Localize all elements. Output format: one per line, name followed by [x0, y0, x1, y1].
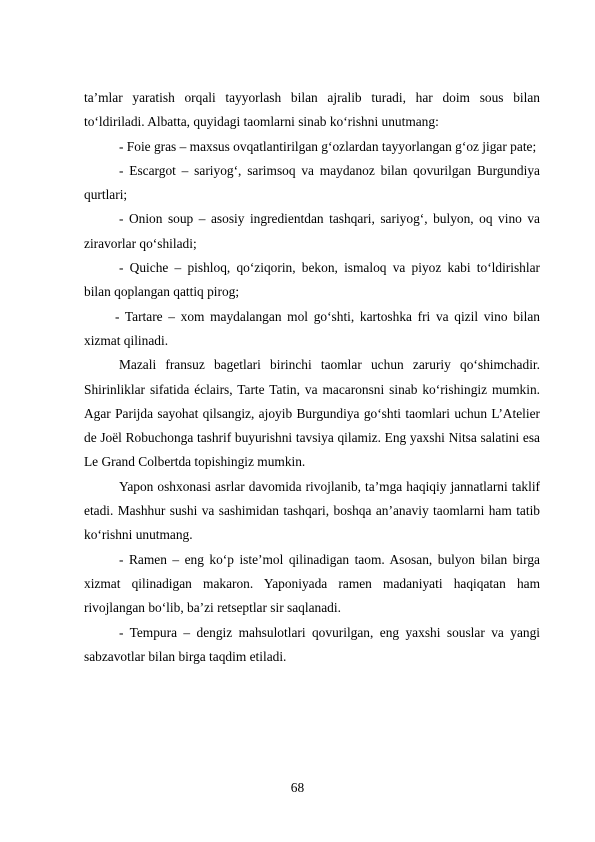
list-item-quiche: - Quiche – pishloq, qo‘ziqorin, bekon, ismaloq va piyoz kabi to‘ldirishlar bilan qoplangan qattiq pirog;: [84, 260, 540, 300]
list-item-onion-soup: - Onion soup – asosiy ingredientdan tashqari, sariyog‘, bulyon, oq vino va ziravorlar qo‘shiladi;: [84, 211, 540, 251]
page-number: 68: [290, 780, 305, 795]
paragraph-japanese-cuisine: Yapon oshxonasi asrlar davomida rivojlanib, ta’mga haqiqiy jannatlarni taklif etadi. Mashhur sushi va sashimidan tashqari, boshqa an’anaviy taomlarni ham tatib ko‘rishni unutmang.: [84, 478, 540, 543]
list-item-tempura: - Tempura – dengiz mahsulotlari qovurilgan, eng yaxshi souslar va yangi sabzavotlar bilan birga taqdim etiladi.: [84, 624, 540, 664]
paragraph-intro: ta’mlar yaratish orqali tayyorlash bilan ajralib turadi, har doim sous bilan to‘ldiriladi. Albatta, quyidagi taomlarni sinab ko‘rishni unutmang:: [84, 90, 540, 130]
list-item-foie-gras: - Foie gras – maxsus ovqatlantirilgan g‘ozlardan tayyorlangan g‘oz jigar pate;: [119, 138, 537, 154]
page-body: [84, 86, 540, 669]
list-item-escargot: - Escargot – sariyog‘, sarimsoq va maydanoz bilan qovurilgan Burgundiya qurtlari;: [84, 162, 540, 203]
paragraph-french-desserts: Mazali fransuz bagetlari birinchi taomlar uchun zaruriy qo‘shimchadir. Shirinliklar sifatida éclairs, Tarte Tatin, va macaronsni sinab ko‘rishingiz mumkin. Agar Parijda sayohat qilsangiz, ajoyib Burgundiya go‘shti taomlari uchun L’Atelier de Joël Robuchonga tashrif buyurishni tavsiya qilamiz. Eng yaxshi Nitsa salatini esa Le Grand Colbertda topishingiz mumkin.: [84, 357, 540, 470]
list-item-ramen: - Ramen – eng ko‘p iste’mol qilinadigan taom. Asosan, bulyon bilan birga xizmat qilinadigan makaron. Yaponiyada ramen madaniyati haqiqatan ham rivojlangan bo‘lib, ba’zi retseptlar sir saqlanadi.: [84, 551, 540, 616]
list-item-tartare: - Tartare – xom maydalangan mol go‘shti, kartoshka fri va qizil vino bilan xizmat qilinadi.: [84, 308, 540, 348]
